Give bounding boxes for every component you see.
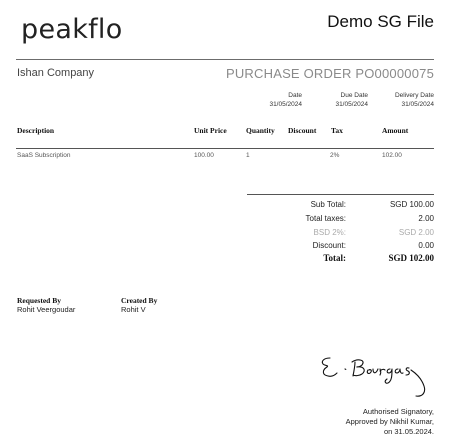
- meta-date-label: Date: [288, 92, 302, 99]
- header-divider: [16, 59, 434, 60]
- row-quantity: 1: [246, 152, 250, 159]
- row-unit-price: 100.00: [194, 152, 214, 159]
- po-number: PURCHASE ORDER PO00000075: [225, 66, 434, 81]
- row-description: SaaS Subscription: [17, 152, 71, 159]
- bsd-tax-value: SGD 2.00: [398, 228, 434, 237]
- row-tax: 2%: [330, 152, 340, 159]
- total-taxes-label: Total taxes:: [305, 214, 346, 223]
- row-amount: 102.00: [382, 152, 402, 159]
- meta-delivery-date: [380, 92, 434, 108]
- bsd-tax-label: BSD 2%:: [313, 228, 346, 237]
- created-by-name: Rohit V: [121, 305, 146, 314]
- col-quantity: Quantity: [246, 126, 275, 135]
- meta-due-date-label: Due Date: [340, 92, 368, 99]
- table-header-divider: [16, 148, 434, 149]
- meta-date: [260, 92, 302, 108]
- vendor-company-name: Ishan Company: [17, 67, 95, 79]
- requested-by-label: Requested By: [17, 296, 61, 305]
- meta-due-date-value: 31/05/2024: [335, 101, 368, 108]
- discount-value: 0.00: [418, 241, 434, 250]
- sub-total-value: SGD 100.00: [389, 200, 434, 209]
- col-unit-price: Unit Price: [194, 126, 227, 135]
- created-by-label: Created By: [121, 296, 158, 305]
- sub-total-label: Sub Total:: [310, 200, 346, 209]
- authorised-signatory: Authorised Signatory,: [362, 407, 434, 416]
- discount-label: Discount:: [312, 241, 346, 250]
- meta-delivery-date-label: Delivery Date: [394, 92, 434, 99]
- handwritten-signature: [318, 352, 436, 400]
- approved-by: Approved by Nikhil Kumar,: [345, 417, 434, 426]
- col-amount: Amount: [382, 126, 409, 135]
- total-taxes-value: 2.00: [418, 214, 434, 223]
- col-discount: Discount: [288, 126, 317, 135]
- meta-delivery-date-value: 31/05/2024: [401, 101, 434, 108]
- meta-due-date: [318, 92, 368, 108]
- col-description: Description: [17, 126, 55, 135]
- grand-total-value: SGD 102.00: [388, 253, 434, 263]
- grand-total-label: Total:: [323, 253, 346, 263]
- requested-by-name: Rohit Veergoudar: [17, 305, 76, 314]
- company-logo: peakflo: [21, 14, 123, 45]
- approval-date: on 31.05.2024.: [383, 427, 434, 436]
- meta-date-value: 31/05/2024: [269, 101, 302, 108]
- document-title: Demo SG File: [327, 12, 434, 31]
- col-tax: Tax: [331, 126, 343, 135]
- totals-divider: [247, 194, 434, 195]
